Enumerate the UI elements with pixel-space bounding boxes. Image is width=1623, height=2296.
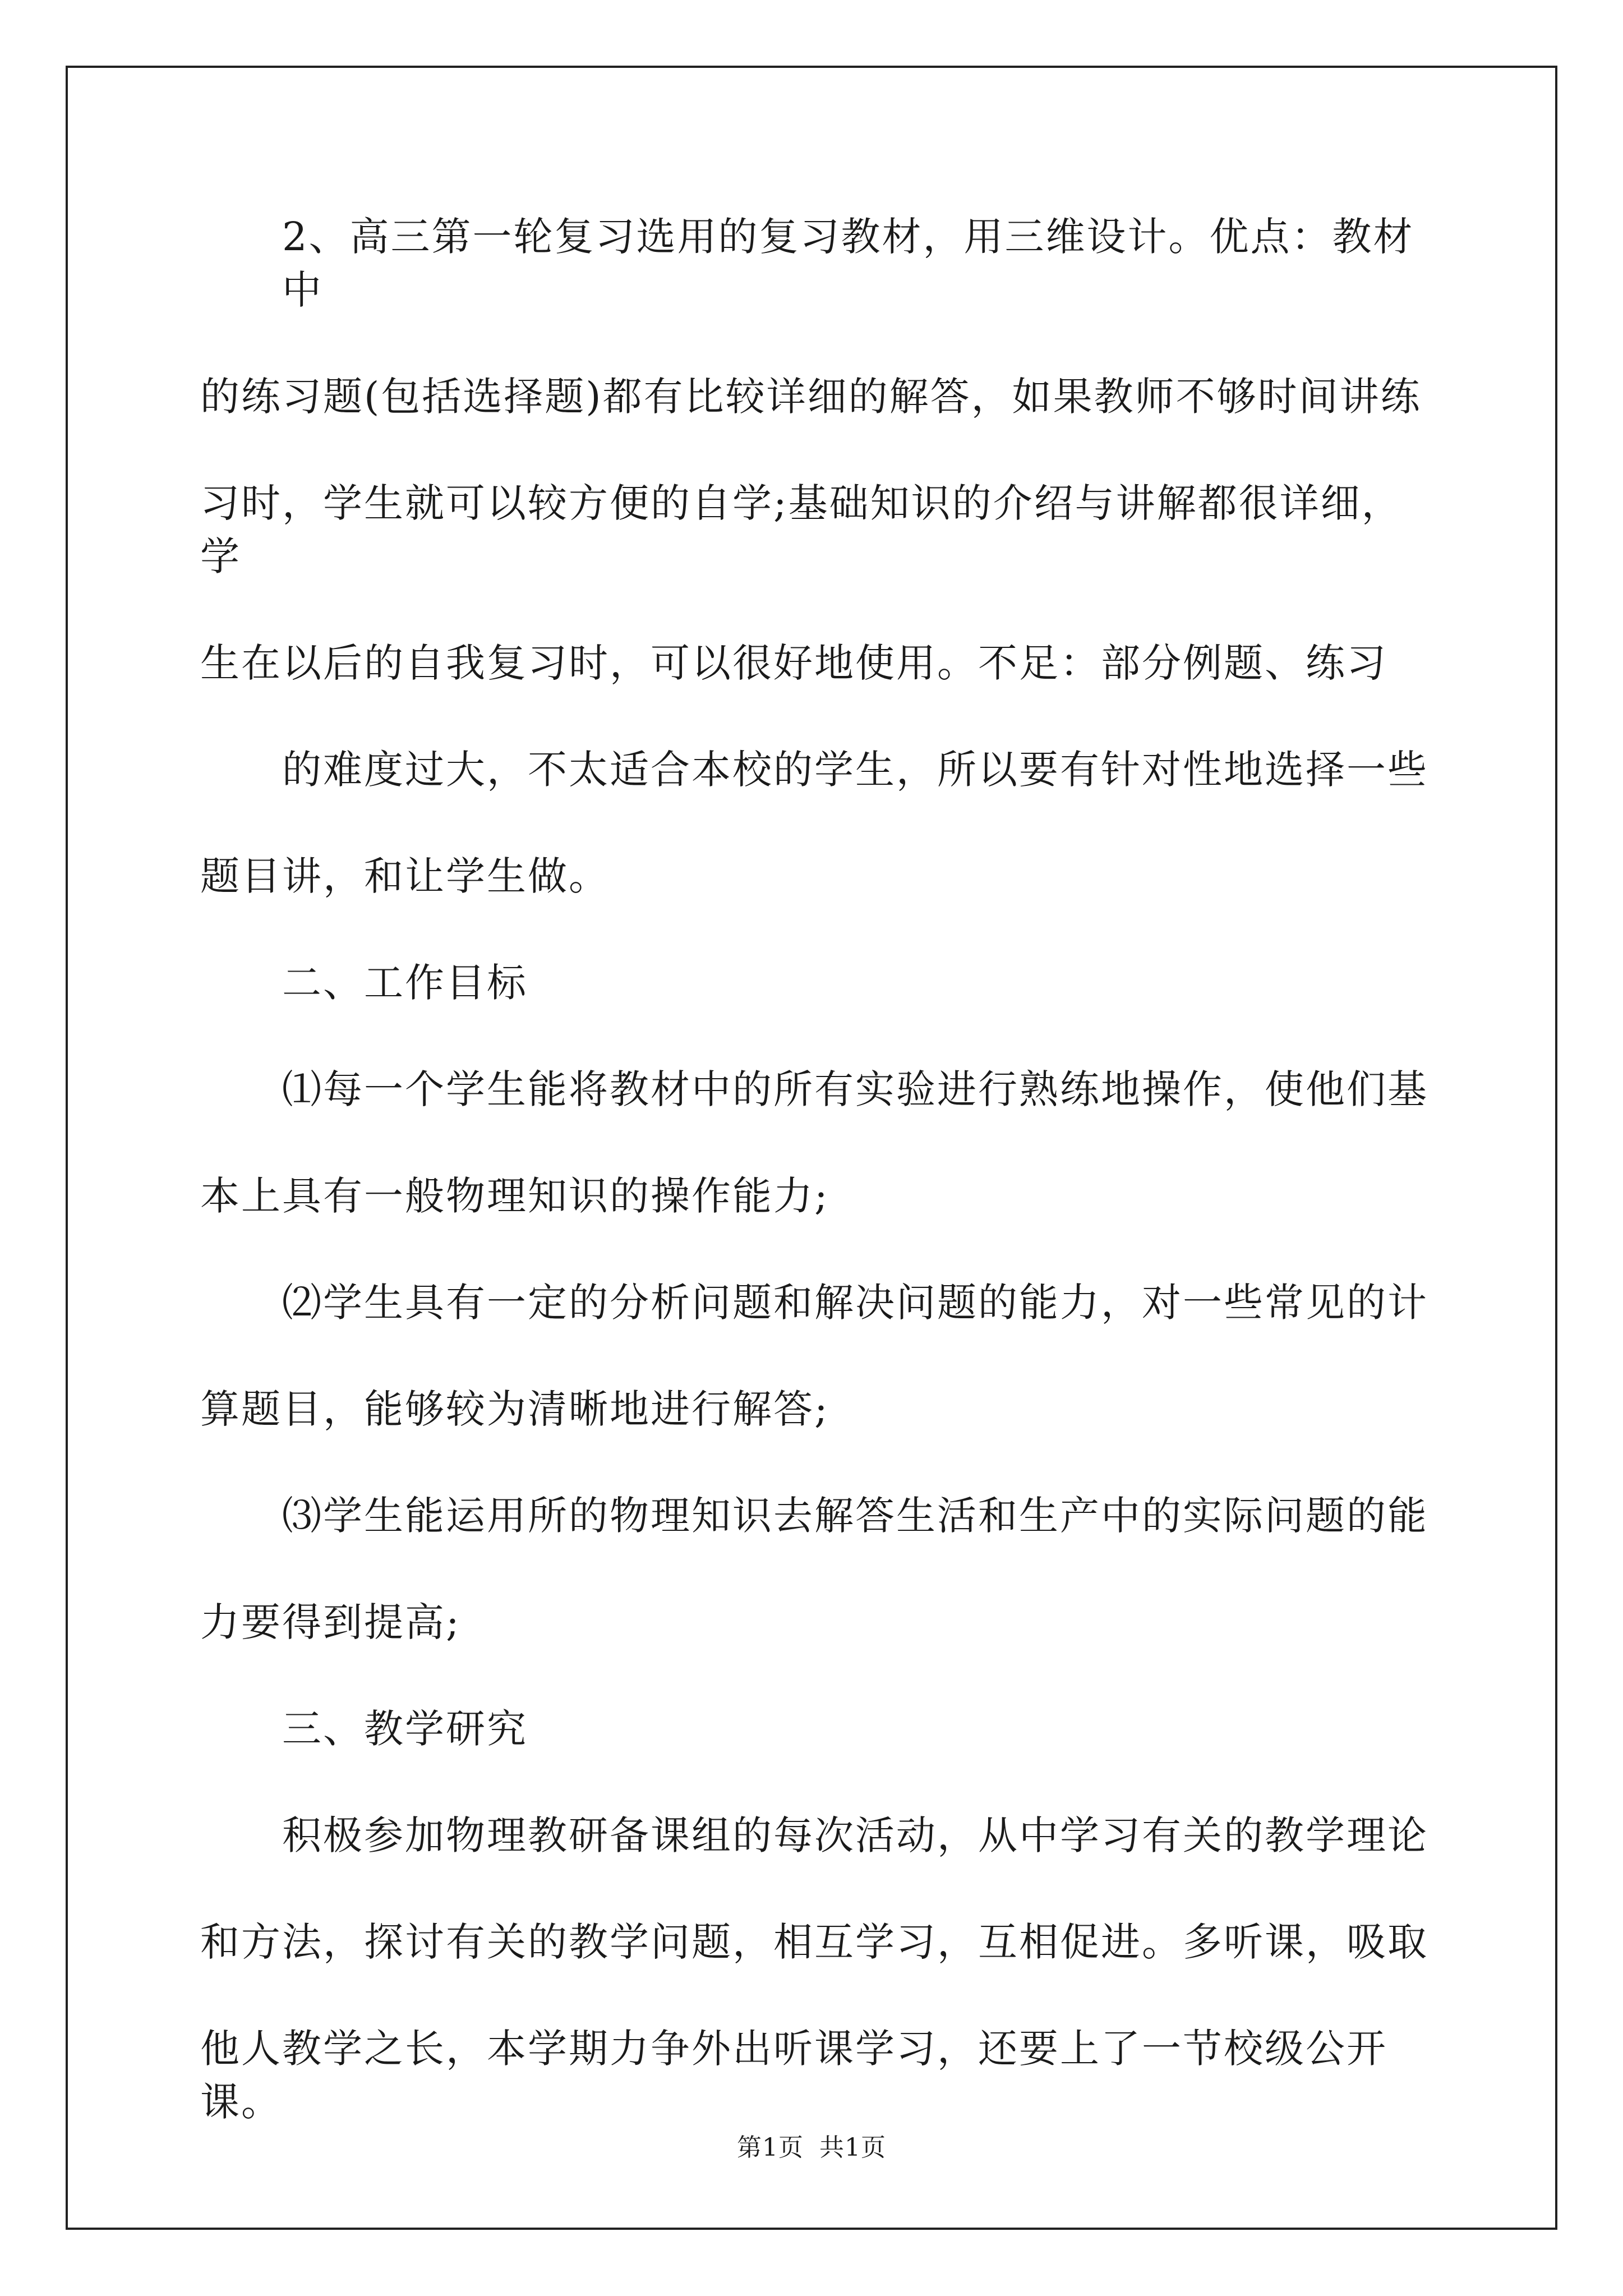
- text-line: 的练习题(包括选择题)都有比较详细的解答，如果教师不够时间讲练: [200, 374, 1422, 420]
- text-line: 题目讲，和让学生做。: [200, 853, 610, 899]
- text-line: ⑶学生能运用所的物理知识去解答生活和生产中的实际问题的能: [282, 1493, 1428, 1539]
- section-heading: 三、教学研究: [282, 1706, 528, 1752]
- text-line: 2、高三第一轮复习选用的复习教材，用三维设计。优点：教材中: [282, 214, 1414, 313]
- document-body: [200, 210, 1428, 2129]
- text-line: 算题目，能够较为清晰地进行解答;: [200, 1386, 829, 1432]
- text-line: 和方法，探讨有关的教学问题，相互学习，互相促进。多听课，吸取: [200, 1919, 1428, 1965]
- text-line: 习时，学生就可以较方便的自学;基础知识的介绍与讲解都很详细，学: [200, 480, 1403, 579]
- text-line: 他人教学之长，本学期力争外出听课学习，还要上了一节校级公开课。: [200, 2026, 1387, 2125]
- text-line: ⑴每一个学生能将教材中的所有实验进行熟练地操作，使他们基: [282, 1066, 1428, 1112]
- page-footer: [0, 2127, 1623, 2163]
- text-line: 力要得到提高;: [200, 1599, 461, 1645]
- text-line: 的难度过大，不太适合本校的学生，所以要有针对性地选择一些: [282, 747, 1428, 793]
- text-line: ⑵学生具有一定的分析问题和解决问题的能力，对一些常见的计: [282, 1280, 1428, 1326]
- text-line: 积极参加物理教研备课组的每次活动，从中学习有关的教学理论: [282, 1812, 1428, 1858]
- text-line: 本上具有一般物理知识的操作能力;: [200, 1173, 829, 1219]
- section-heading: 二、工作目标: [282, 960, 528, 1006]
- text-line: 生在以后的自我复习时，可以很好地使用。不足：部分例题、练习: [200, 640, 1387, 686]
- page-total: 共1页: [819, 2133, 886, 2162]
- page-number: 第1页: [737, 2133, 804, 2162]
